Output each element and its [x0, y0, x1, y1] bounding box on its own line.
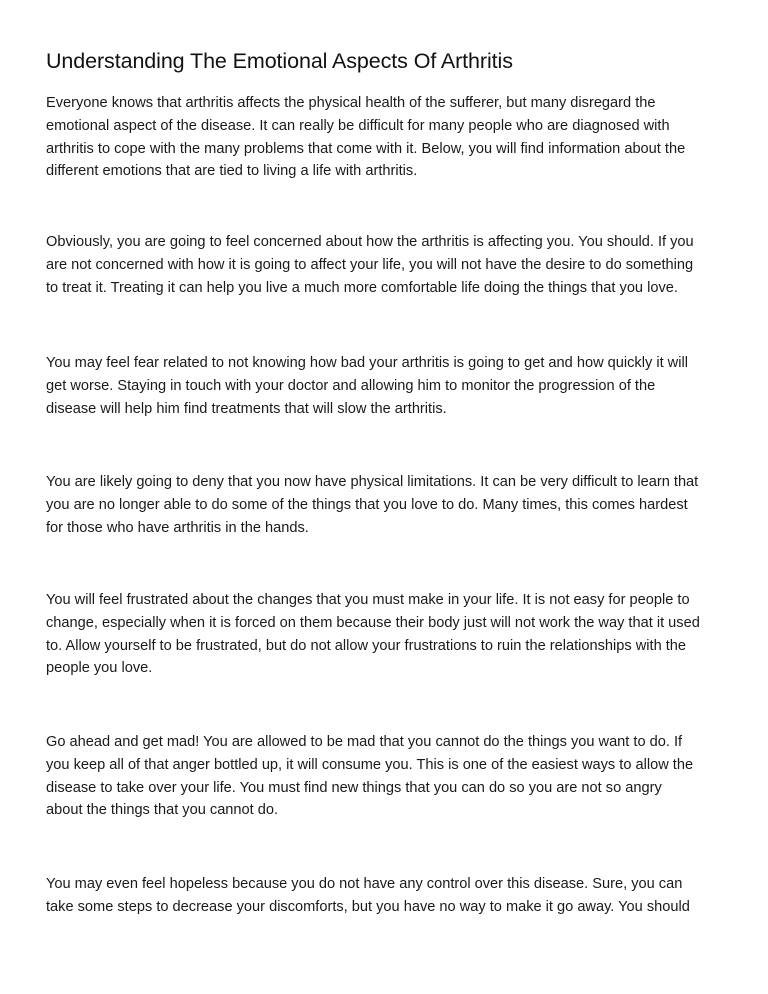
paragraph-line: you are no longer able to do some of the things that you love to do. Many times, this comes hardest	[46, 496, 688, 513]
paragraph-line: about the things that you cannot do.	[46, 802, 279, 819]
paragraph-line: to. Allow yourself to be frustrated, but do not allow your frustrations to ruin the relationships with the	[46, 637, 687, 654]
paragraph-denial	[46, 471, 736, 539]
paragraph-line: for those who have arthritis in the hands.	[46, 519, 309, 536]
paragraph-line: Go ahead and get mad! You are allowed to be mad that you cannot do the things you want to do. If	[46, 734, 683, 750]
paragraph-line: you keep all of that anger bottled up, it will consume you. This is one of the easiest ways to allow the	[46, 756, 694, 773]
paragraph-line: You may even feel hopeless because you do not have any control over this disease. Sure, you can	[46, 876, 683, 892]
paragraph-line: You will feel frustrated about the changes that you must make in your life. It is not easy for people to	[46, 592, 690, 608]
paragraph-fear	[46, 352, 736, 420]
paragraph-line: to treat it. Treating it can help you live a much more comfortable life doing the things that you love.	[46, 279, 678, 296]
paragraph-frustration	[46, 589, 736, 680]
paragraph-line: You may feel fear related to not knowing how bad your arthritis is going to get and how quickly it will	[46, 355, 688, 371]
paragraph-line: disease will help him find treatments that will slow the arthritis.	[46, 400, 447, 417]
paragraph-line: take some steps to decrease your discomforts, but you have no way to make it go away. You should	[46, 898, 690, 915]
paragraph-line: are not concerned with how it is going to affect your life, you will not have the desire to do something	[46, 256, 694, 273]
paragraph-concern	[46, 231, 736, 299]
paragraph-line: emotional aspect of the disease. It can really be difficult for many people who are diagnosed with	[46, 117, 670, 134]
paragraph-line: different emotions that are tied to living a life with arthritis.	[46, 163, 418, 180]
paragraph-line: arthritis to cope with the many problems that come with it. Below, you will find information about the	[46, 140, 686, 157]
paragraph-line: Obviously, you are going to feel concerned about how the arthritis is affecting you. You should. If you	[46, 234, 694, 250]
paragraph-hopeless	[46, 873, 736, 919]
paragraph-line: Everyone knows that arthritis affects the physical health of the sufferer, but many disregard the	[46, 95, 656, 111]
paragraph-line: You are likely going to deny that you now have physical limitations. It can be very difficult to learn that	[46, 474, 699, 490]
paragraph-intro	[46, 92, 736, 183]
paragraph-line: get worse. Staying in touch with your doctor and allowing him to monitor the progression of the	[46, 377, 656, 394]
document-title: Understanding The Emotional Aspects Of Arthritis	[46, 49, 513, 73]
paragraph-line: people you love.	[46, 660, 153, 677]
paragraph-anger	[46, 731, 736, 822]
paragraph-line: disease to take over your life. You must find new things that you can do so you are not so angry	[46, 779, 662, 796]
paragraph-line: change, especially when it is forced on them because their body just will not work the way that it used	[46, 614, 700, 631]
